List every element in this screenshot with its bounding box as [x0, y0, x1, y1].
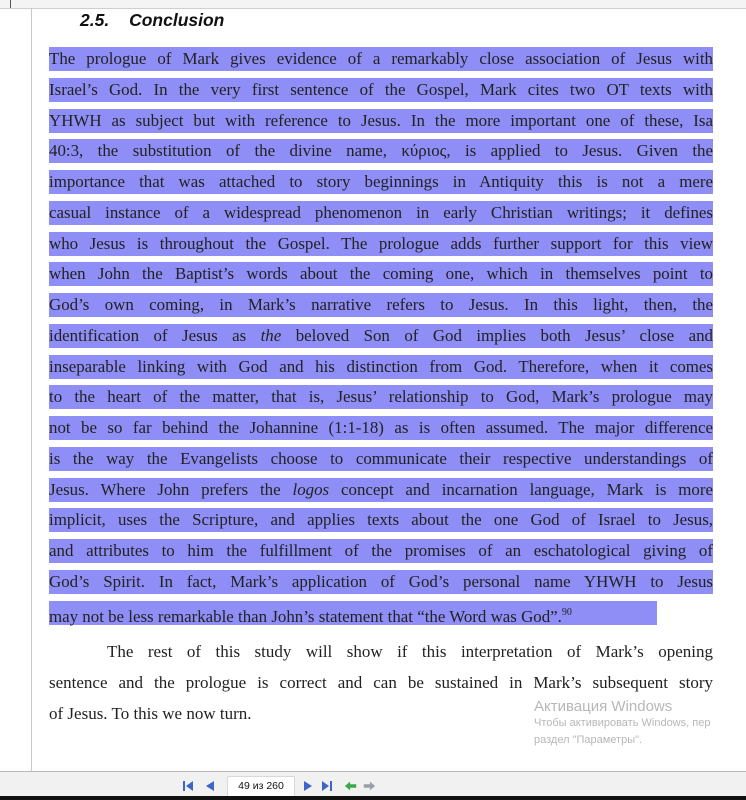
- line-text: may not be less remarkable than John’s statement that “the Word was God”.: [49, 606, 562, 626]
- section-number: 2.5.: [80, 10, 110, 30]
- line-text: inseparable linking with God and his distinction from God. Therefore, when it comes: [49, 356, 713, 376]
- line-text: not be so far behind the Johannine (1:1-18) as is often assumed. The major difference: [49, 418, 713, 437]
- page-number-field[interactable]: 49 из 260: [227, 776, 295, 797]
- back-icon[interactable]: [344, 779, 358, 793]
- text-line[interactable]: [49, 290, 713, 321]
- top-toolbar-edge: [0, 0, 746, 9]
- line-text: of Jesus. To this we now turn.: [49, 704, 252, 723]
- text-line[interactable]: [49, 636, 713, 667]
- section-title: Conclusion: [129, 10, 225, 30]
- watermark-title: Активация Windows: [534, 698, 673, 715]
- text-line[interactable]: [49, 229, 713, 260]
- text-line[interactable]: [49, 667, 713, 698]
- text-line[interactable]: [49, 44, 713, 75]
- text-line[interactable]: [49, 259, 713, 290]
- line-text: The rest of this study will show if this interpretation of Mark’s opening: [107, 642, 713, 661]
- text-line[interactable]: [49, 75, 713, 106]
- line-text: and attributes to him the fulfillment of the promises of an eschatological giving of: [49, 541, 713, 560]
- next-page-icon[interactable]: [301, 779, 315, 793]
- text-line[interactable]: [49, 382, 713, 413]
- text-line[interactable]: [49, 598, 713, 629]
- line-text: Israel’s God. In the very first sentence of the Gospel, Mark cites two OT texts with: [49, 79, 713, 99]
- text-line[interactable]: [49, 167, 713, 198]
- line-text: to the heart of the matter, that is, Jesus’ relationship to God, Mark’s prologue may: [49, 387, 713, 407]
- line-text: Jesus. Where John prefers the logos concept and incarnation language, Mark is more: [49, 479, 713, 499]
- text-line[interactable]: [49, 567, 713, 598]
- section-heading: [80, 10, 224, 31]
- text-line[interactable]: [49, 444, 713, 475]
- text-line[interactable]: [49, 536, 713, 567]
- line-text: casual instance of a widespread phenomenon in early Christian writings; it defines: [49, 202, 713, 222]
- first-page-icon[interactable]: [181, 779, 195, 793]
- text-line[interactable]: [49, 321, 713, 352]
- taskbar-edge: [0, 796, 746, 800]
- text-line[interactable]: [49, 475, 713, 506]
- forward-icon[interactable]: [362, 779, 376, 793]
- windows-activation-watermark: [534, 698, 710, 749]
- line-text: importance that was attached to story beginnings in Antiquity this is not a mere: [49, 172, 713, 191]
- line-text-with-footnote: [49, 598, 713, 629]
- line-text: when John the Baptist’s words about the coming one, which in themselves point to: [49, 264, 713, 284]
- line-text: sentence and the prologue is correct and can be sustained in Mark’s subsequent story: [49, 673, 713, 692]
- footnote-marker[interactable]: 90: [561, 606, 572, 618]
- line-text: identification of Jesus as the beloved Son of God implies both Jesus’ close and: [49, 325, 713, 345]
- line-text: YHWH as subject but with reference to Jesus. In the more important one of these, Isa: [49, 110, 713, 130]
- line-text: who Jesus is throughout the Gospel. The prologue adds further support for this view: [49, 233, 713, 253]
- watermark-line: раздел "Параметры".: [534, 734, 643, 746]
- text-line[interactable]: [49, 136, 713, 167]
- last-page-icon[interactable]: [320, 779, 334, 793]
- watermark-line: Чтобы активировать Windows, пер: [534, 717, 711, 729]
- toolbar-separator: [10, 0, 11, 8]
- text-line[interactable]: [49, 352, 713, 383]
- text-line[interactable]: [49, 505, 713, 536]
- line-text: implicit, uses the Scripture, and applies texts about the one God of Israel to Jesus,: [49, 510, 713, 530]
- previous-page-icon[interactable]: [203, 779, 217, 793]
- text-line[interactable]: [49, 413, 713, 444]
- line-text: The prologue of Mark gives evidence of a remarkably close association of Jesus with: [49, 49, 713, 68]
- text-line[interactable]: [49, 106, 713, 137]
- line-text: God’s Spirit. In fact, Mark’s application of God’s personal name YHWH to Jesus: [49, 571, 713, 591]
- line-text: God’s own coming, in Mark’s narrative refers to Jesus. In this light, then, the: [49, 295, 713, 314]
- page-left-border: [31, 8, 32, 771]
- selected-paragraph[interactable]: [49, 44, 713, 628]
- line-text: is the way the Evangelists choose to communicate their respective understandings of: [49, 448, 713, 468]
- text-line[interactable]: [49, 198, 713, 229]
- line-text: 40:3, the substitution of the divine name, κύριος, is applied to Jesus. Given the: [49, 141, 713, 161]
